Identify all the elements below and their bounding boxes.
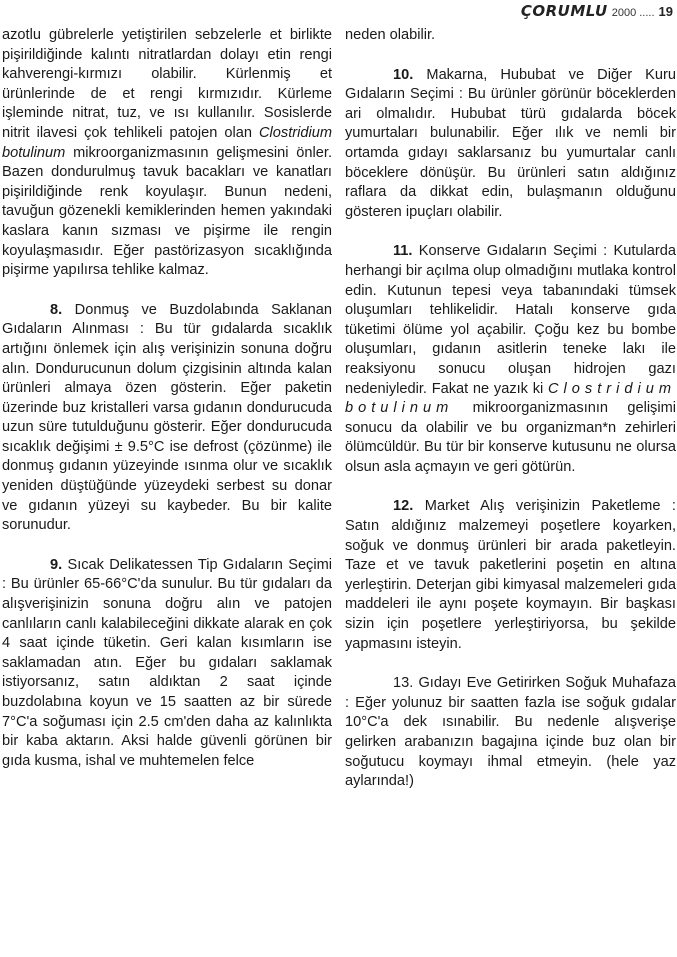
section-9-paragraph	[2, 556, 332, 772]
paragraph-text: neden olabilir.	[345, 27, 436, 43]
paragraph-text: Market Alış verişinizin Paketleme : Satın aldığınız malzemeyi poşetlere koyarken, soğuk ve donmuş ürünleri bir arada paketleyin. Taze et ve tavuk paketlerini poşetin en altına yerleştirin. Deterjan gibi kimyasal malzemeleri gıda maddeleri ile aynı poşete koymayın. Bir başkası sizin için poşetlere yerleştiriyorsa, bu şekilde yapmasını isteyin.	[345, 498, 676, 652]
section-number: 9.	[50, 556, 63, 573]
section-12-paragraph	[345, 497, 676, 654]
section-11-paragraph	[345, 242, 676, 477]
issue-label: 2000 .....	[611, 7, 655, 19]
section-10-paragraph	[345, 66, 676, 223]
paragraph-text: Sıcak Delikatessen Tip Gıdaların Seçimi : Bu ürünler 65-66°C'da sunulur. Bu tür gıdaları da alışverişinizin sonuna doğru alın ve patojen canlıların canlı kalabileceğini dikkate alarak en çok 4 saat içinde tüketin. Geri kalan kısımların ise saklamadan atın. Eğer bu gıdaları saklamak istiyorsanız, satın aldıktan 2 saat içinde buzdolabına koyun ve 15 saatten az bir sürede 7°C'a soğuması için 2.5 cm'den daha az kalınlıkta bir kaba aktarın. Aksi halde güvenli görünen bir gıda kusma, ishal ve muhtemelen felce	[2, 556, 332, 769]
section-8-paragraph	[2, 301, 332, 536]
page-number: 19	[658, 4, 673, 19]
paragraph-text: Makarna, Hububat ve Diğer Kuru Gıdaların Seçimi : Bu ürünler görünür böceklerden ari olmalıdır. Hububat türü gıdalarda böcek yumurtaları bulunabilir. Eğer ılık ve nemli bir ortamda gıdayı saklarsanız bu yumurtalar canlı böceklere dönüşür. Bu ürünleri satın aldığınız raflara da dikkat edin, bulaşmanın olduğunu gösteren ipuçları olabilir.	[345, 66, 676, 220]
right-column	[345, 26, 676, 954]
paragraph-text: azotlu gübrelerle yetiştirilen sebzelerle et birlikte pişirildiğinde kalıntı nitratlardan dolayı etin rengi kahverengi-kırmızı olabilir. Kürlenmiş et ürünlerinde de et rengi kırmızıdır. Kürleme işleminde nitrat, tuz, ve ısı kullanılır. Sosislerde nitrit ilavesi çok tehlikeli patojen olan	[2, 27, 332, 141]
paragraph-text: Konserve Gıdaların Seçimi : Kutularda herhangi bir açılma olup olmadığını mutlaka kontrol edin. Kutunun tepesi veya tabanındaki tümsek oluşumları tehlikelidir. Hatalı konserve gıda tüketimi ölüme yol açabilir. Çoğu kez bu bombe oluşumları, gıdanın asitlerin teneke lakı ile reaksiyonu sonucu oluşan hidrojen gazı nedeniyledir. Fakat ne yazık ki	[345, 243, 676, 397]
magazine-brand: ÇORUMLU	[520, 2, 608, 20]
paragraph-text: 13. Gıdayı Eve Getirirken Soğuk Muhafaza : Eğer yolunuz bir saatten fazla ise soğuk gıdalar 10°C'a dek ısınabilir. Bu nedenle alışverişe gelirken arabanızın bagajına içinde buz olan bir soğutucu koymayı ihmal etmeyin. (hele yaz aylarında!)	[345, 675, 676, 790]
section-13-paragraph	[345, 674, 676, 792]
left-column	[2, 26, 332, 954]
section-number: 11.	[393, 243, 413, 260]
section-number: 12.	[393, 498, 414, 515]
paragraph-text: Donmuş ve Buzdolabında Saklanan Gıdaların Alınması : Bu tür gıdalarda sıcaklık artığını önlemek için alış verişinizin sonuna doğru alın. Dondurucunun dolum çizgisinin altında kalan ürünleri almaya özen gösterin. Eğer paketin üzerinde buz kristalleri varsa gıdanın dondurucuda uzun süre tutulduğunu gösterir. Eğer dondurucuda sıcaklık değişimi ± 9.5°C ise defrost (çözünme) ile donmuş gıdanın yüzeyinde ısınma olur ve sıcaklık yeniden düştüğünde yüzeydeki serbest su donar ve gıdanın yüzeyi su kaybeder. Bu bir kalite sorunudur.	[2, 301, 332, 534]
scientific-name: Clostridium botulinum	[345, 380, 676, 417]
section-number: 10.	[393, 66, 414, 83]
page-header	[521, 2, 673, 20]
section-number: 8.	[50, 301, 63, 318]
paragraph-text: mikroorganizmasının gelişimi sonucu da olabilir ve bu organizman*n zehirleri ölümcüldür. Bu tür bir konserve kutusunu ne olursa olsun asla açmayın ve geri götürün.	[345, 400, 676, 475]
scientific-name: Clostridium botulinum	[2, 124, 332, 161]
continued-paragraph	[2, 26, 332, 281]
continued-paragraph	[345, 26, 676, 46]
paragraph-text: mikroorganizmasının gelişmesini önler. Bazen dondurulmuş tavuk bacakları ve kanatları pişirildiğinde renk koyulaşır. Bunun nedeni, tavuğun gözenekli kemiklerinden hemen yakındaki kaslara kanın sızması ve pişirme ile rengin koyulaşmasıdır. Eğer pastörizasyon sıcaklığında pişirme yapılırsa tehlike kalmaz.	[2, 144, 332, 279]
